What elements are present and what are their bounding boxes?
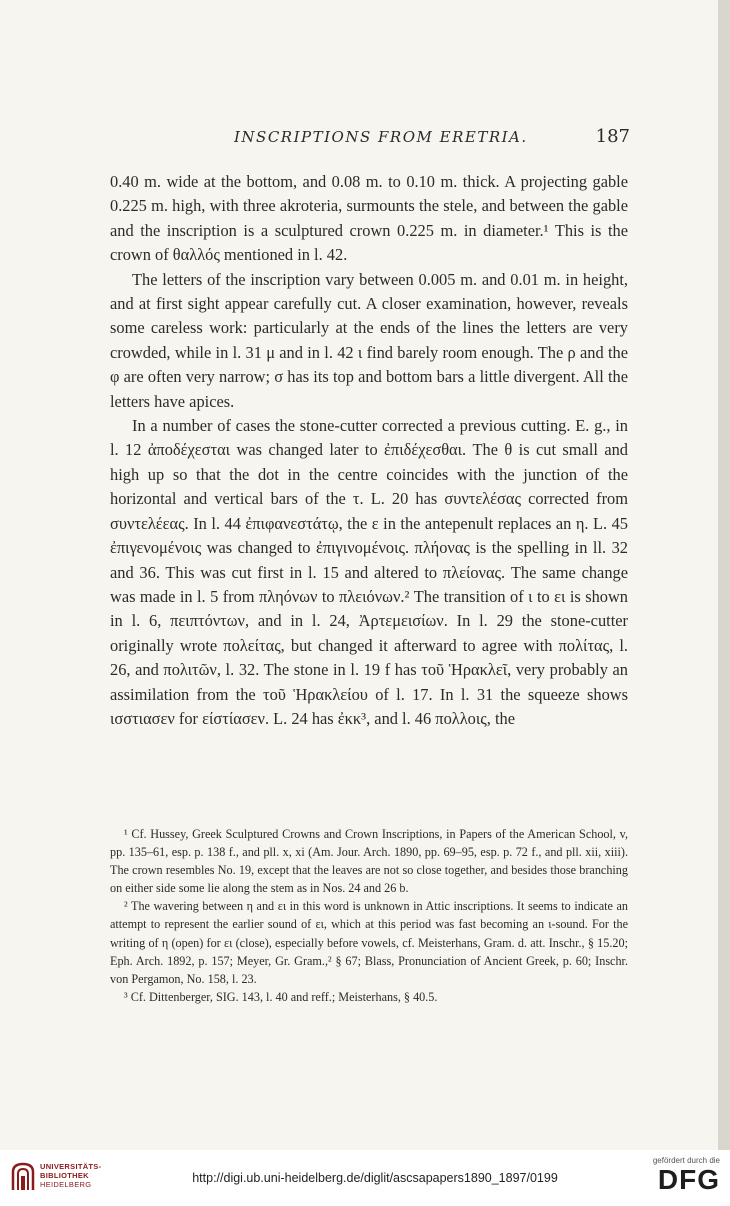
page-number: 187 [595, 126, 630, 147]
university-seal-icon [10, 1160, 36, 1194]
running-header [110, 126, 630, 152]
viewer-footer [0, 1150, 730, 1206]
footnote: ² The wavering between η and ει in this word is unknown in Attic inscriptions. It seems to indicate an attempt to represent the earlier sound of ει, which at this period was fast becoming an ι-sound. For the writing of η (open) for ει (close), especially before vowels, cf. Meisterhans, Gram. d. att. Inschr., § 15.20; Eph. Arch. 1892, p. 157; Meyer, Gr. Gram.,² § 67; Blass, Pronunciation of Ancient Greek, p. 60; Inschr. von Pergamon, No. 158, l. 23. [110, 899, 628, 986]
paragraph: The letters of the inscription vary between 0.005 m. and 0.01 m. in height, and at first sight appear carefully cut. A closer examination, however, reveals some careless work: particularly at the ends of the lines the letters are very crowded, while in l. 31 μ and in l. 42 ι find barely room enough. The ρ and the φ are often very narrow; σ has its top and bottom bars a little divergent. All the letters have apices. [110, 269, 628, 411]
permalink[interactable]: http://digi.ub.uni-heidelberg.de/diglit/ascsapapers1890_1897/0199 [192, 1171, 558, 1185]
main-text [110, 170, 628, 731]
dfg-logo-icon: DFG [657, 1164, 720, 1195]
scan-edge [718, 0, 730, 1150]
library-name [40, 1162, 101, 1189]
footnote: ¹ Cf. Hussey, Greek Sculptured Crowns and Crown Inscriptions, in Papers of the American School, v, pp. 135–61, esp. p. 138 f., and pll. x, xi (Am. Jour. Arch. 1890, pp. 69–95, esp. p. 72 f., and pll. xii, xiii). The crown resembles No. 19, except that the leaves are not so close together, and besides those branching on either side some lie along the stem as in Nos. 24 and 26 b. [110, 827, 628, 896]
running-title: INSCRIPTIONS FROM ERETRIA. [234, 128, 528, 146]
footnotes [110, 825, 628, 1006]
paragraph: 0.40 m. wide at the bottom, and 0.08 m. to 0.10 m. thick. A projecting gable 0.225 m. high, with three akroteria, surmounts the stele, and between the gable and the inscription is a sculptured crown 0.225 m. in diameter.¹ This is the crown of θαλλός mentioned in l. 42. [110, 172, 628, 265]
library-name-line: BIBLIOTHEK [40, 1171, 89, 1180]
paragraph: In a number of cases the stone-cutter corrected a previous cutting. E. g., in l. 12 ἀποδέχεσται was changed later to ἐπιδέχεσθαι. The θ is cut small and high up so that the dot in the centre coincides with the junction of the horizontal and vertical bars of the τ. L. 20 has συντελέσας corrected from συντελέεας. In l. 44 ἐπιφανεστάτῳ, the ε in the antepenult replaces an η. L. 45 ἐπιγενομένοις was changed to ἐπιγινομένοις. πλήονας is the spelling in ll. 32 and 36. This was cut first in l. 15 and altered to πλείονας. The same change was made in l. 5 from πληόνων to πλειόνων.² The transition of ι to ει is shown in l. 6, πειπτόντων, and in l. 24, Ἀρτεμεισίων. In l. 29 the stone-cutter originally wrote πολείτας, but changed it afterward to agree with πολίτας, l. 26, and πολιτῶν, l. 32. The stone in l. 19 f has τοῦ Ἡρακλεῖ, very probably an assimilation from the τοῦ Ἡρακλείου of l. 17. In l. 31 the squeeze shows ισστιασεν for είστίασεν. L. 24 has ἐκκ³, and l. 46 πολλοις, the [110, 416, 628, 728]
funding-caption: gefördert durch die [652, 1156, 720, 1165]
library-name-line: UNIVERSITÄTS- [40, 1162, 102, 1171]
footnote: ³ Cf. Dittenberger, SIG. 143, l. 40 and reff.; Meisterhans, § 40.5. [124, 989, 438, 1004]
funder-logo[interactable] [600, 1156, 720, 1202]
library-name-line: HEIDELBERG [40, 1180, 92, 1189]
library-logo[interactable] [10, 1158, 160, 1198]
